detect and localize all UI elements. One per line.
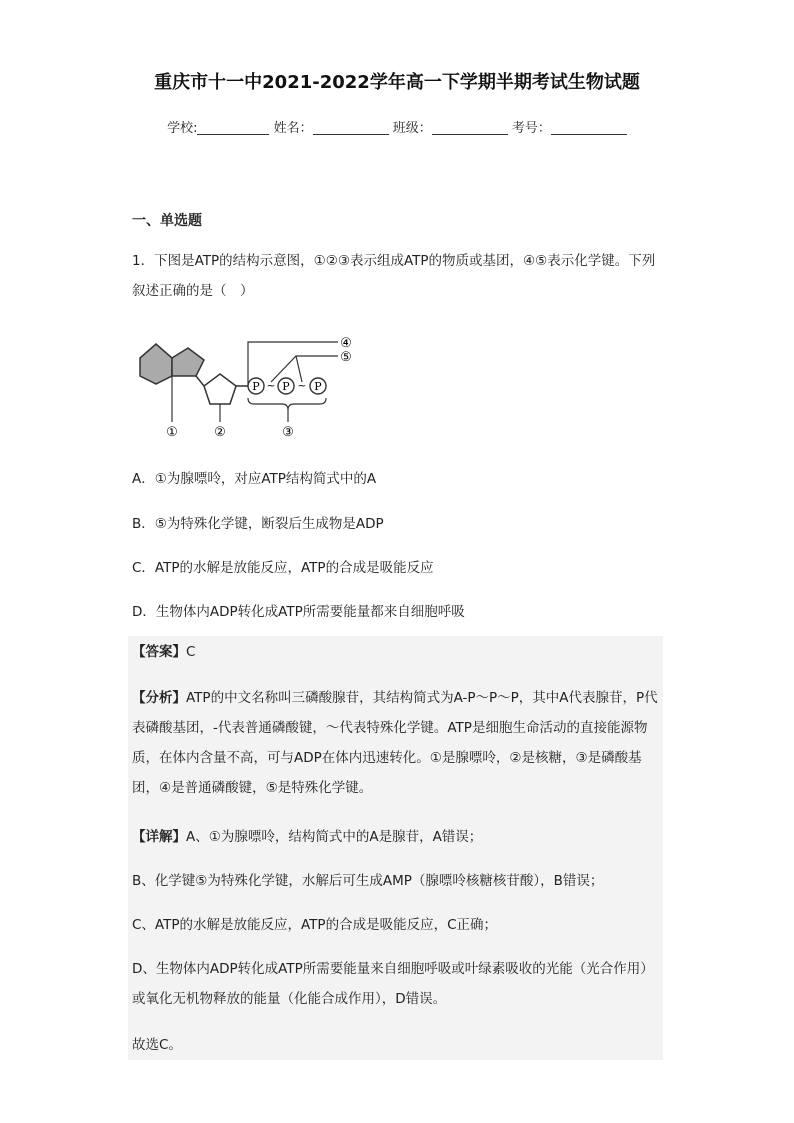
class-blank (432, 120, 508, 135)
answer-tag: 【答案】 (132, 644, 186, 660)
analysis-tag: 【分析】 (132, 690, 186, 706)
option-a: A．①为腺嘌呤，对应ATP结构简式中的A (132, 471, 377, 487)
section-heading: 一、单选题 (132, 213, 202, 229)
detail-d: D、生物体内ADP转化成ATP所需要能量来自细胞呼吸或叶绿素吸收的光能（光合作用）或氧化无机物释放的能量（化能合成作用），D错误。 (132, 961, 654, 1007)
detail-b: B、化学键⑤为特殊化学键，水解后可生成AMP（腺嘌呤核糖核苷酸），B错误； (132, 873, 604, 889)
class-label: 班级： (392, 121, 432, 136)
label-5: ⑤ (340, 350, 352, 365)
option-d: D．生物体内ADP转化成ATP所需要能量都来自细胞呼吸 (132, 604, 465, 620)
conclusion: 故选C。 (132, 1037, 182, 1053)
student-info-line (0, 117, 794, 136)
detail-tag: 【详解】 (132, 829, 186, 845)
analysis-block (132, 683, 662, 803)
adenine-hexagon (140, 344, 172, 384)
phosphate-label-3: P (314, 380, 322, 393)
exam-title: 重庆市十一中2021-2022学年高一下学期半期考试生物试题 (154, 72, 640, 93)
option-c: C．ATP的水解是放能反应，ATP的合成是吸能反应 (132, 560, 434, 576)
detail-c: C、ATP的水解是放能反应，ATP的合成是吸能反应，C正确； (132, 917, 498, 933)
ribose-pentagon (204, 374, 236, 404)
label-1: ① (166, 425, 178, 440)
question-stem: 1．下图是ATP的结构示意图，①②③表示组成ATP的物质或基团，④⑤表示化学键。下列叙述正确的是（ ） (132, 253, 656, 299)
school-blank (197, 120, 269, 135)
name-label: 姓名： (273, 121, 313, 136)
adenine-pentagon (172, 348, 204, 376)
svg-text:~: ~ (266, 379, 276, 392)
label-4: ④ (340, 336, 352, 351)
phosphate-label-2: P (282, 380, 290, 393)
phosphate-label-1: P (252, 380, 260, 393)
atp-structure-diagram (136, 330, 366, 442)
school-label: 学校: (167, 121, 198, 136)
exam-no-blank (551, 120, 627, 135)
label-2: ② (214, 425, 226, 440)
exam-no-label: 考号： (511, 121, 551, 136)
name-blank (313, 120, 389, 135)
analysis-text: ATP的中文名称叫三磷酸腺苷，其结构简式为A-P～P～P，其中A代表腺苷，P代表磷酸基团，-代表普通磷酸键，～代表特殊化学键。ATP是细胞生命活动的直接能源物质，在体内含量不高，可与ADP在体内迅速转化。①是腺嘌呤，②是核糖，③是磷酸基团，④是普通磷酸键，⑤是特殊化学键。 (132, 690, 658, 796)
detail-a-line (132, 822, 662, 852)
answer-value: C (186, 644, 196, 660)
option-b: B．⑤为特殊化学键，断裂后生成物是ADP (132, 516, 384, 532)
svg-text:~: ~ (297, 379, 307, 392)
label-3: ③ (282, 425, 294, 440)
detail-a: A、①为腺嘌呤，结构简式中的A是腺苷，A错误； (186, 829, 483, 845)
answer-line (132, 637, 662, 667)
